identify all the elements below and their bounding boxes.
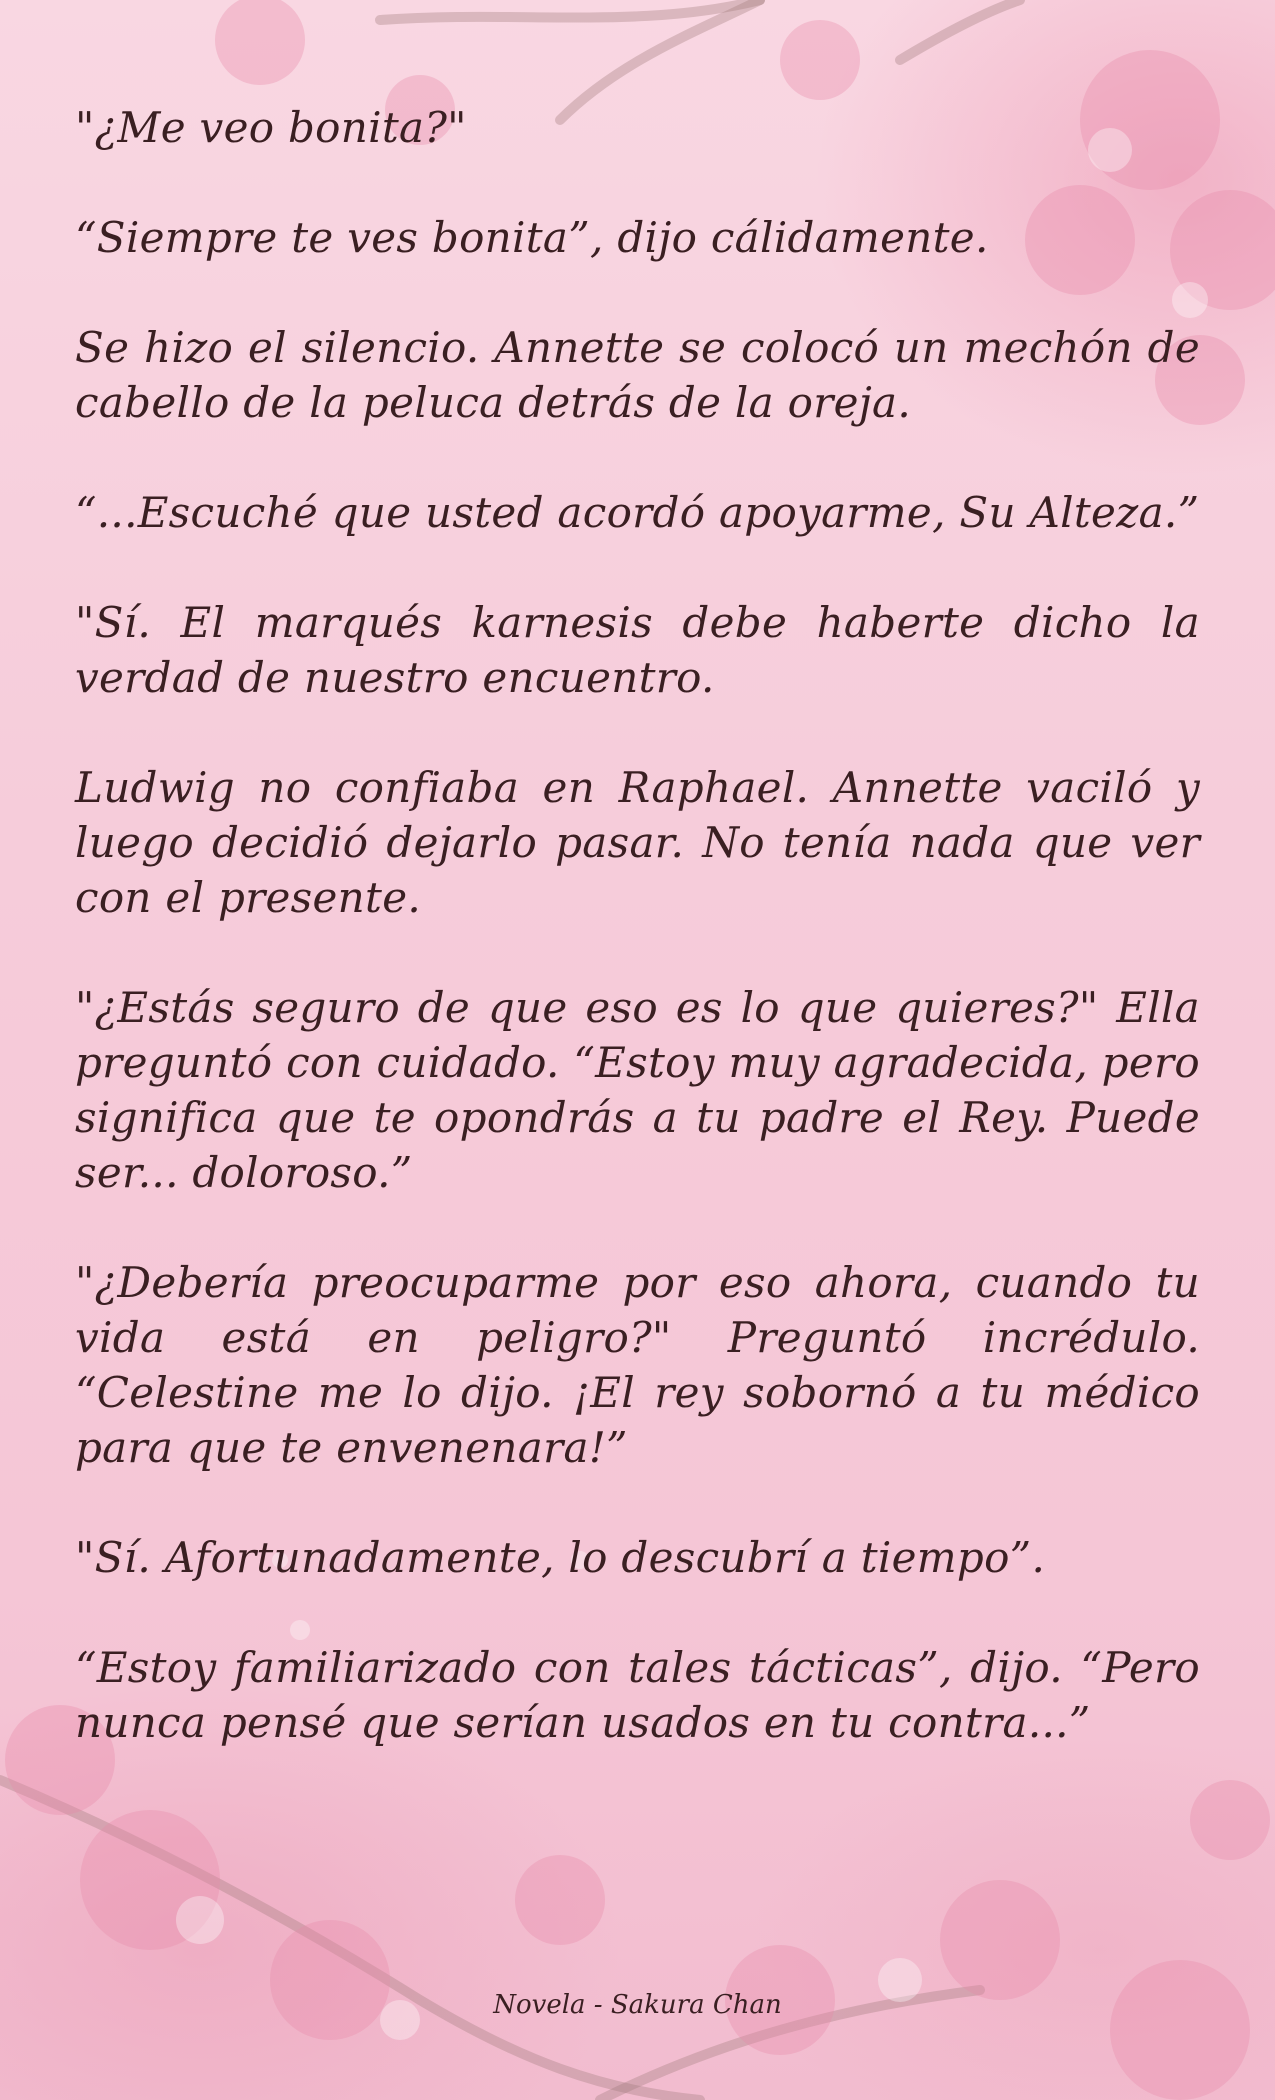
paragraph: “Estoy familiarizado con tales tácticas”, dijo. “Pero nunca pensé que serían usados en tu contra...” bbox=[75, 1643, 1200, 1747]
paragraph: “...Escuché que usted acordó apoyarme, Su Alteza.” bbox=[75, 488, 1200, 537]
paragraph: "¿Debería preocuparme por eso ahora, cuando tu vida está en peligro?" Preguntó incrédulo. “Celestine me lo dijo. ¡El rey sobornó a tu médico para que te envenenara!” bbox=[75, 1258, 1200, 1472]
paragraph: Se hizo el silencio. Annette se colocó un mechón de cabello de la peluca detrás de la oreja. bbox=[75, 323, 1200, 427]
paragraph: "¿Estás seguro de que eso es lo que quieres?" Ella preguntó con cuidado. “Estoy muy agradecida, pero significa que te opondrás a tu padre el Rey. Puede ser... doloroso.” bbox=[75, 983, 1200, 1197]
paragraph: Ludwig no confiaba en Raphael. Annette vaciló y luego decidió dejarlo pasar. No tenía nada que ver con el presente. bbox=[75, 763, 1200, 922]
footer-credit: Novela - Sakura Chan bbox=[493, 1990, 782, 2020]
paragraph: "¿Me veo bonita?" bbox=[75, 103, 467, 152]
paragraph: "Sí. Afortunadamente, lo descubrí a tiempo”. bbox=[75, 1533, 1046, 1582]
story-text bbox=[75, 100, 1200, 1805]
paragraph: "Sí. El marqués karnesis debe haberte dicho la verdad de nuestro encuentro. bbox=[75, 598, 1200, 702]
paragraph: “Siempre te ves bonita”, dijo cálidamente. bbox=[75, 213, 989, 262]
